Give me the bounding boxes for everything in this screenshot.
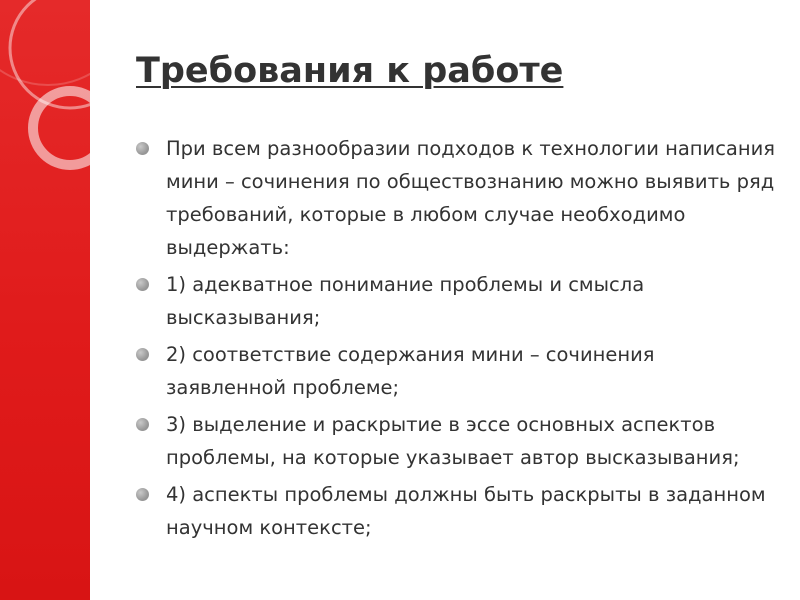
bullet-text: 1) адекватное понимание проблемы и смысла высказывания;: [166, 273, 645, 329]
bullet-text: 4) аспекты проблемы должны быть раскрыты в заданном научном контексте;: [166, 483, 766, 539]
bullet-item: [136, 408, 776, 474]
slide-title: Требования к работе: [136, 51, 564, 91]
bullet-list: [136, 132, 776, 548]
red-side-band: [0, 0, 90, 600]
bullet-text: 3) выделение и раскрытие в эссе основных аспектов проблемы, на которые указывает автор высказывания;: [166, 413, 740, 469]
decorative-rings-icon: [0, 0, 90, 600]
bullet-dot-icon: [136, 278, 149, 291]
bullet-dot-icon: [136, 418, 149, 431]
bullet-item: [136, 132, 776, 264]
bullet-dot-icon: [136, 348, 149, 361]
bullet-item: [136, 268, 776, 334]
bullet-item: [136, 478, 776, 544]
bullet-text: При всем разнообразии подходов к технологии написания мини – сочинения по обществознанию можно выявить ряд требований, которые в любом случае необходимо выдержать:: [166, 137, 776, 259]
bullet-item: [136, 338, 776, 404]
bullet-text: 2) соответствие содержания мини – сочинения заявленной проблеме;: [166, 343, 655, 399]
bullet-dot-icon: [136, 488, 149, 501]
bullet-dot-icon: [136, 142, 149, 155]
